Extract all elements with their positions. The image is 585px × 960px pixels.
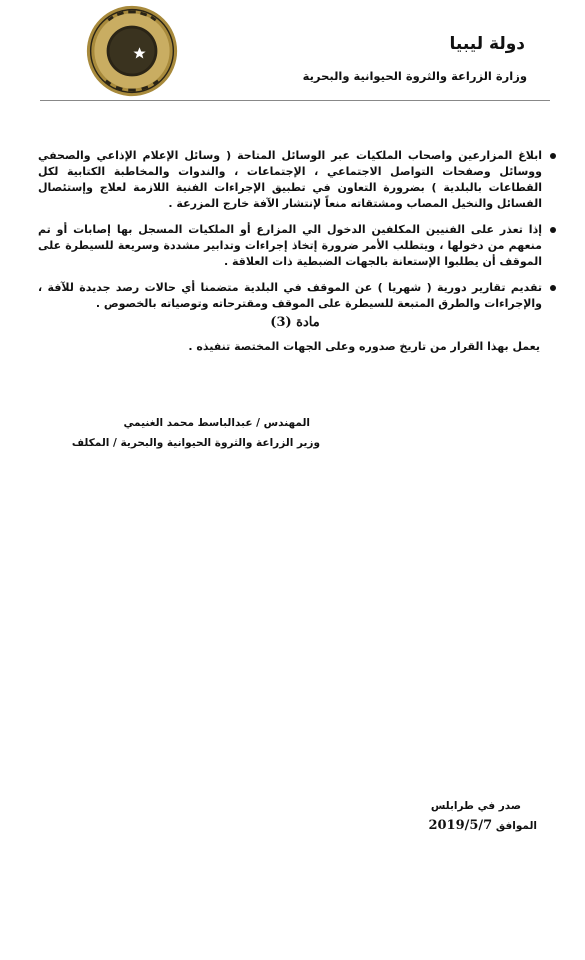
ministry-name: وزارة الزراعة والثروة الحيوانية والبحرية	[302, 69, 527, 83]
article-label: مادة	[296, 315, 320, 330]
list-item	[38, 280, 542, 312]
article-number: (3)	[270, 315, 292, 330]
issued-place: صدر في طرابلس	[430, 800, 521, 812]
list-item	[38, 148, 542, 212]
article-heading	[260, 315, 330, 330]
signatory-name: المهندس / عبدالباسط محمد الغنيمي	[123, 417, 310, 429]
signatory-title: وزير الزراعة والثروة الحيوانية والبحرية / المكلف	[71, 437, 320, 449]
bullet-icon	[550, 227, 556, 233]
bullet-text: ابلاغ المزارعين واصحاب الملكيات عبر الوسائل المتاحة ( وسائل الإعلام الإذاعي والصحفي ووسائل وصفحات التواصل الاجتماعي ، الإجتماعات ، والندوات والمخاطبة الكتابية لكل القطاعات بالبلدية ) بضرورة التعاون في تطبيق الإجراءات الفنية اللازمة لعلاج وإستئصال الفسائل والنخيل المصاب ومشتقاته منعاً لإنتشار الآفة خارج المزرعة .	[38, 149, 542, 210]
issue-date-line	[428, 818, 537, 833]
corresponding-label: الموافق	[495, 820, 537, 832]
bullet-text: تقديم تقارير دورية ( شهريا ) عن الموقف في البلدية متضمنا أي حالات رصد جديدة للآفة ، والإجراءات والطرق المتبعة للسيطرة على الموقف ومقترحاته وتوصياته بالخصوص .	[38, 281, 542, 310]
bullet-icon	[550, 285, 556, 291]
issue-date: 2019/5/7	[428, 818, 493, 833]
bullet-icon	[550, 153, 556, 159]
state-title: دولة ليبيا	[449, 34, 525, 54]
header-divider	[40, 100, 550, 101]
article-text: يعمل بهذا القرار من تاريخ صدوره وعلى الجهات المختصة تنفيذه .	[188, 340, 540, 353]
list-item	[38, 222, 542, 270]
state-seal-emblem	[85, 4, 179, 98]
bullet-text: إذا تعذر على الفنيين المكلفين الدخول الي المزارع أو الملكيات المسجل بها إصابات أو تم منعهم من دخولها ، ويتطلب الأمر ضرورة إتخاذ إجراءات وتدابير مشددة وسريعة للسيطرة على الموقف أن يطلبوا الإستعانة بالجهات الضبطية ذات العلاقة .	[38, 223, 542, 268]
bullet-list	[38, 148, 558, 322]
